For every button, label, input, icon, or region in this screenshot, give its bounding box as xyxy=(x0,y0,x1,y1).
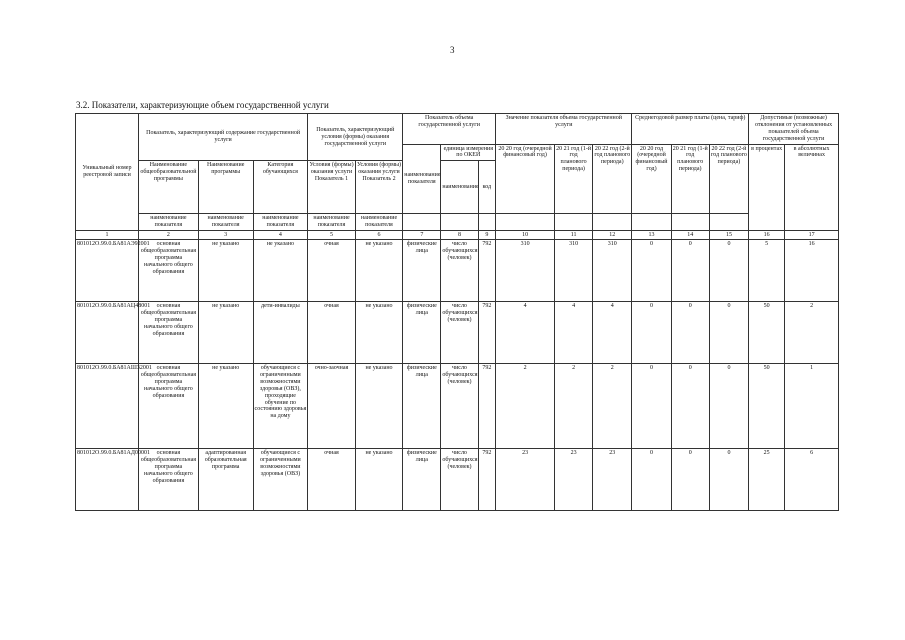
column-number: 5 xyxy=(308,231,355,240)
column-number: 9 xyxy=(478,231,496,240)
program-name: основная общеобразовательная программа начального общего образования xyxy=(138,364,198,449)
sub-indicator-name: наименование показателя xyxy=(355,214,402,231)
unit-code: 792 xyxy=(478,240,496,302)
column-number: 4 xyxy=(253,231,308,240)
page-number: 3 xyxy=(450,45,455,55)
sub-indicator-name: наименование показателя xyxy=(198,214,253,231)
indicator-name-header: наименование показателя xyxy=(403,144,441,214)
deviation-percent: 5 xyxy=(749,240,785,302)
value-year-2: 2 xyxy=(593,364,632,449)
in-absolute-header: в абсолютных величинах xyxy=(785,144,839,231)
indicator-name: физические лица xyxy=(403,240,441,302)
condition-2: не указано xyxy=(355,449,402,511)
program-name: основная общеобразовательная программа начального общего образования xyxy=(138,240,198,302)
student-category: не указано xyxy=(253,240,308,302)
unit-name: число обучающихся (человек) xyxy=(441,364,478,449)
program-name: основная общеобразовательная программа начального общего образования xyxy=(138,302,198,364)
deviation-absolute: 1 xyxy=(785,364,839,449)
volume-value-group-header: Значение показателя объема государственной услуги xyxy=(496,114,632,145)
column-number: 10 xyxy=(496,231,555,240)
programs-header: Наименование программы xyxy=(198,161,253,214)
deviation-absolute: 6 xyxy=(785,449,839,511)
column-number: 13 xyxy=(632,231,671,240)
column-number: 15 xyxy=(709,231,748,240)
sub-indicator-name: наименование показателя xyxy=(138,214,198,231)
year-2-header: 20 22 год (2-й год планового периода) xyxy=(593,144,632,214)
unit-code: 792 xyxy=(478,364,496,449)
program-name-header: Наименование общеобразовательной программы xyxy=(138,161,198,214)
unit-name: число обучающихся (человек) xyxy=(441,449,478,511)
condition-1: очная xyxy=(308,449,355,511)
column-number: 12 xyxy=(593,231,632,240)
indicator-name: физические лица xyxy=(403,364,441,449)
price-year-fin: 0 xyxy=(632,240,671,302)
unit-name: число обучающихся (человек) xyxy=(441,302,478,364)
price-year-2: 0 xyxy=(709,240,748,302)
program-name: основная общеобразовательная программа начального общего образования xyxy=(138,449,198,511)
in-percent-header: в процентах xyxy=(749,144,785,231)
deviation-percent: 25 xyxy=(749,449,785,511)
table-row xyxy=(76,364,839,449)
column-number: 6 xyxy=(355,231,402,240)
condition-2: не указано xyxy=(355,240,402,302)
condition-1-header: Условия (формы) оказания услуги Показатель 1 xyxy=(308,161,355,214)
unit-code: 792 xyxy=(478,449,496,511)
student-category: дети-инвалиды xyxy=(253,302,308,364)
price-year-1: 0 xyxy=(671,449,709,511)
value-year-1: 23 xyxy=(554,449,592,511)
value-year-fin: 310 xyxy=(496,240,555,302)
condition-1: очная xyxy=(308,240,355,302)
column-number: 7 xyxy=(403,231,441,240)
section-title: 3.2. Показатели, характеризующие объем государственной услуги xyxy=(76,100,329,110)
condition-2: не указано xyxy=(355,364,402,449)
value-year-fin: 4 xyxy=(496,302,555,364)
student-category: обучающиеся с ограниченными возможностями здоровья (ОВЗ), проходящие обучение по состоянию здоровья на дому xyxy=(253,364,308,449)
program-type: не указано xyxy=(198,302,253,364)
student-category: обучающиеся с ограниченными возможностями здоровья (ОВЗ) xyxy=(253,449,308,511)
allowed-deviation-group-header: Допустимые (возможные) отклонения от установленных показателей объема государственной услуги xyxy=(749,114,839,145)
value-year-fin: 2 xyxy=(496,364,555,449)
registry-number: 801012О.99.0.БА81АД00001 xyxy=(76,449,139,511)
registry-number: 801012О.99.0.БА81АШ32001 xyxy=(76,364,139,449)
value-year-2: 23 xyxy=(593,449,632,511)
deviation-percent: 50 xyxy=(749,364,785,449)
table-row xyxy=(76,449,839,511)
program-type: не указано xyxy=(198,364,253,449)
program-type: адаптированная образовательная программа xyxy=(198,449,253,511)
deviation-absolute: 2 xyxy=(785,302,839,364)
indicator-name: физические лица xyxy=(403,302,441,364)
value-year-fin: 23 xyxy=(496,449,555,511)
registry-number: 801012О.99.0.БА81АЭ92001 xyxy=(76,240,139,302)
column-number: 2 xyxy=(138,231,198,240)
price-year-1: 0 xyxy=(671,240,709,302)
unique-number-header: Уникальный номер реестровой записи xyxy=(76,114,139,231)
price-year-fin: 0 xyxy=(632,449,671,511)
price-year-fin: 0 xyxy=(632,302,671,364)
column-number: 11 xyxy=(554,231,592,240)
program-type: не указано xyxy=(198,240,253,302)
table-row xyxy=(76,240,839,302)
year-fin-header: 20 20 год (очередной финансовый год) xyxy=(496,144,555,214)
price-year-1: 0 xyxy=(671,364,709,449)
column-number: 8 xyxy=(441,231,478,240)
price-year-2: 0 xyxy=(709,364,748,449)
content-group-header: Показатель, характеризующий содержание государственной услуги xyxy=(138,114,307,161)
sub-indicator-name: наименование показателя xyxy=(308,214,355,231)
volume-group-header: Показатель объема государственной услуги xyxy=(403,114,496,145)
code-header: код xyxy=(478,161,496,214)
volume-indicators-table xyxy=(75,113,839,511)
price-year-2: 0 xyxy=(709,302,748,364)
deviation-percent: 50 xyxy=(749,302,785,364)
price-year-1: 0 xyxy=(671,302,709,364)
sub-indicator-name: наименование показателя xyxy=(253,214,308,231)
category-header: Категория обучающихся xyxy=(253,161,308,214)
registry-number: 801012О.99.0.БА81АЦ48001 xyxy=(76,302,139,364)
value-year-1: 310 xyxy=(554,240,592,302)
deviation-absolute: 16 xyxy=(785,240,839,302)
price-year-1-header: 20 21 год (1-й год планового периода) xyxy=(671,144,709,214)
column-number: 1 xyxy=(76,231,139,240)
conditions-group-header: Показатель, характеризующий условия (формы) оказания государственной услуги xyxy=(308,114,403,161)
condition-2: не указано xyxy=(355,302,402,364)
unit-name-header: наименование xyxy=(441,161,478,214)
condition-2-header: Условия (формы) оказания услуги Показатель 2 xyxy=(355,161,402,214)
value-year-1: 2 xyxy=(554,364,592,449)
value-year-2: 4 xyxy=(593,302,632,364)
year-1-header: 20 21 год (1-й год планового периода) xyxy=(554,144,592,214)
condition-1: очная xyxy=(308,302,355,364)
price-year-2-header: 20 22 год (2-й год планового периода) xyxy=(709,144,748,214)
column-number: 16 xyxy=(749,231,785,240)
price-year-fin: 0 xyxy=(632,364,671,449)
unit-code: 792 xyxy=(478,302,496,364)
value-year-2: 310 xyxy=(593,240,632,302)
avg-price-group-header: Среднегодовой размер платы (цена, тариф) xyxy=(632,114,749,145)
column-number: 14 xyxy=(671,231,709,240)
value-year-1: 4 xyxy=(554,302,592,364)
table-row xyxy=(76,302,839,364)
price-year-2: 0 xyxy=(709,449,748,511)
column-number: 17 xyxy=(785,231,839,240)
unit-name: число обучающихся (человек) xyxy=(441,240,478,302)
price-year-fin-header: 20 20 год (очередной финансовый год) xyxy=(632,144,671,214)
condition-1: очно-заочная xyxy=(308,364,355,449)
column-number: 3 xyxy=(198,231,253,240)
indicator-name: физические лица xyxy=(403,449,441,511)
unit-measure-header: единица измерения по ОКЕИ xyxy=(441,144,496,161)
